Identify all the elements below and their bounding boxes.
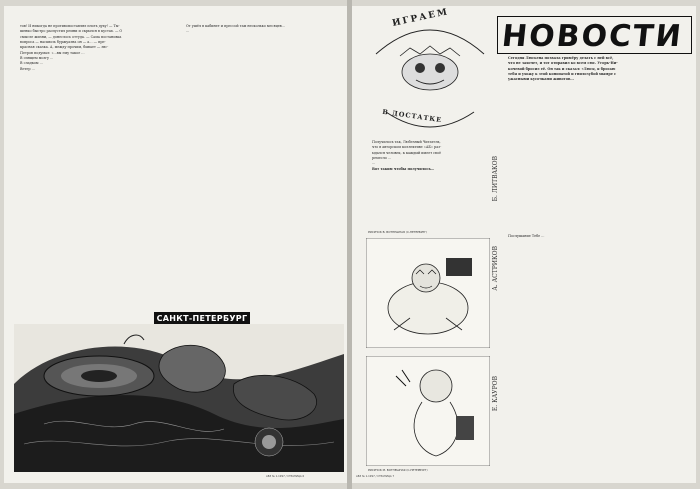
paragraph: От ушёл в кабинет и прессой там несколько месяцев...: [186, 24, 285, 28]
paragraph: Получилось так, Любезный Читатель,: [372, 140, 441, 144]
left-text-column-1: [14, 24, 174, 310]
paragraph: вопроса — насквозь буржуазна он — а... — пре-: [20, 40, 106, 45]
paragraph: Послушание Тебе ...: [508, 234, 545, 238]
paragraph: шенко быстро распустил ремни и скрылся в кустах. — О: [20, 29, 123, 34]
section-title: НОВОСТИ: [500, 19, 685, 54]
news-text-column-bottom: [502, 234, 690, 470]
caption: РИСУНОК М. ВОТНЕШНАЯ (С-ПЕТЕРБУРГ): [368, 468, 428, 472]
author-tag: А. АСТРИКОВ: [492, 246, 499, 291]
left-text-column-2: [180, 24, 340, 310]
paragraph: что в авторском коллективе «АБ» раз-: [372, 145, 442, 150]
paragraph: кочевой бросил её. Он так и сказал: «Люся, я бросаю: [508, 66, 616, 71]
author-tag: Е. КАУРОВ: [492, 376, 499, 412]
right-page-footer: АБЗ № 1-1997 / СТРАНИЦА 7: [356, 475, 395, 478]
paragraph: Ветер ...: [20, 66, 35, 71]
paragraph: ...: [372, 161, 376, 166]
emblem-title: ИГРАЕМ: [391, 7, 450, 29]
left-page-footer: АБЗ № 1-1997 / СТРАНИЦА 6: [266, 475, 305, 478]
surreal-illustration: [14, 324, 344, 472]
paragraph: ыдался человек, к каждый имеет своё: [372, 150, 442, 155]
masthead-label: САНКТ-ПЕТЕРБУРГ: [154, 312, 250, 325]
paragraph: ремесло ...: [372, 156, 392, 161]
paragraph: красная сказка. А, между прочим, бывает — эвс-: [20, 45, 109, 50]
emblem-subtitle: В ДОСТАТКЕ: [381, 107, 443, 125]
paragraph: Вот таким чтобы получилось...: [372, 166, 435, 171]
paragraph: ужасными кусочками животов...: [508, 77, 574, 82]
paragraph: тебя и ухожу к этой конопатой и гнилозубой мымре с: [508, 72, 617, 77]
paragraph: В сладком ...: [20, 61, 43, 66]
paragraph: что не захочет, и тот отправил ко всем сюс. Угорь-Ни-: [508, 61, 618, 66]
right-page: [352, 6, 696, 483]
paragraph: смысле жизни, — донеслось оттуда. — Сама постановка: [20, 34, 122, 39]
caption: РИСУНОК В. ВОТНЕШНАЯ (С-ПЕТЕРБУРГ): [368, 230, 428, 234]
cartoon-figure-1: [366, 238, 490, 348]
paragraph: В спящем мозгу ...: [20, 56, 54, 61]
author-tag: Б. ЛИТВАКОВ: [492, 156, 499, 202]
news-text-column-top: [502, 56, 690, 226]
left-page: [4, 6, 347, 483]
paragraph: тов! И никогда не противопоставлял плоть духу! — Ты-: [20, 24, 120, 28]
paragraph: Петров подумал: «...вы ему такое ...: [20, 50, 85, 55]
cartoon-figure-2: [366, 356, 490, 466]
paragraph: ...: [186, 29, 190, 34]
paragraph: Сегодня Люсьена позвала гримёру делать с ней всё,: [508, 56, 614, 60]
